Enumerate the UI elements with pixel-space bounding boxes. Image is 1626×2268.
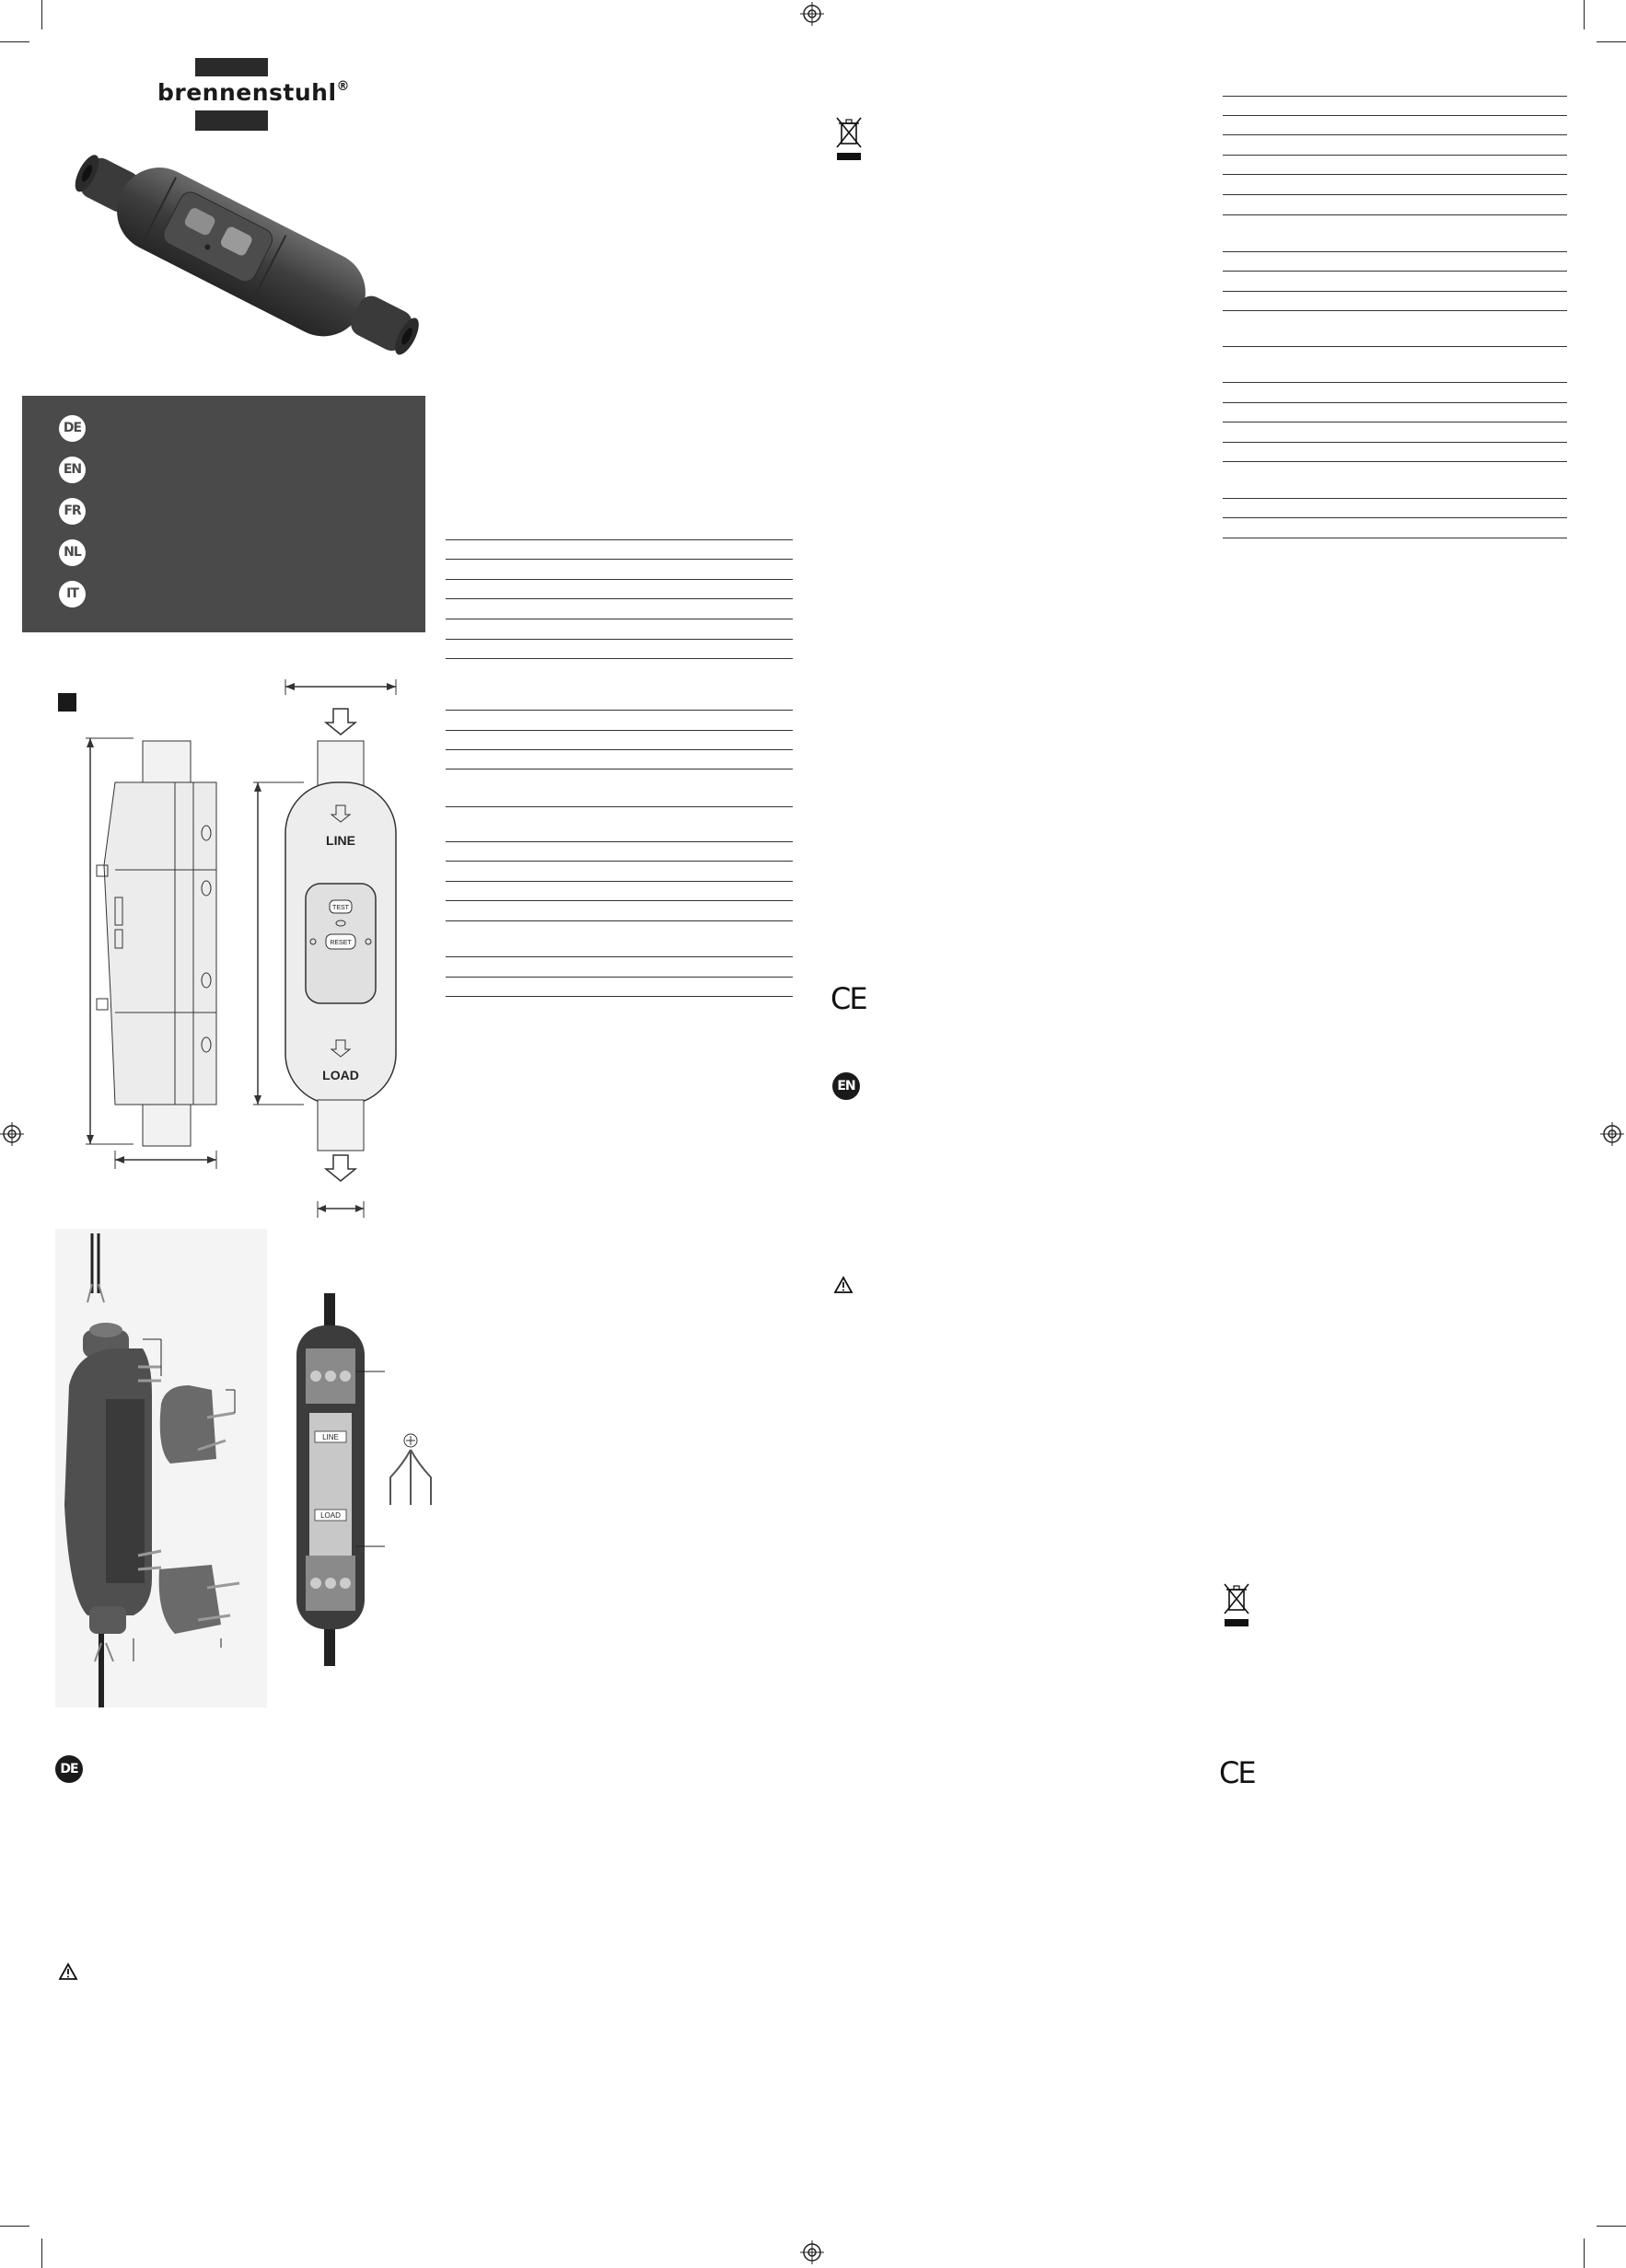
table-rule [1223,310,1567,311]
crop-mark [41,0,42,29]
lang-badge-fr: FR [59,498,86,525]
weee-bin-icon [1223,1579,1250,1630]
figure-2-exploded-view [51,1229,272,1707]
ce-mark: CE [1219,1755,1255,1790]
crop-mark [1597,41,1626,42]
crop-mark [0,41,29,42]
registration-mark-icon [800,2240,824,2264]
crop-mark [0,2226,29,2227]
test-label: TEST [332,905,349,911]
crop-mark [1597,2226,1626,2227]
table-rule [1223,517,1567,518]
registration-mark-icon [1600,1122,1624,1146]
table-rule [446,769,793,770]
table-rule [1223,402,1567,403]
load-label: LOAD [322,1068,359,1082]
table-rule [446,539,793,540]
language-panel [22,396,425,632]
inner-load-label: LOAD [320,1511,341,1520]
table-rule [446,658,793,659]
table-rule [1223,214,1567,215]
table-rule [446,579,793,580]
figure-1-front-view [249,677,414,1220]
registered-mark: ® [336,79,351,94]
line-label: LINE [326,833,355,848]
table-rule [1223,115,1567,116]
figure-1-side-view [78,718,244,1178]
brand-name: brennenstuhl [157,79,337,106]
warning-icon [58,1962,78,1981]
table-rule [446,710,793,711]
table-rule [446,996,793,997]
product-image [55,147,442,368]
lang-badge-nl: NL [59,539,86,566]
table-rule [1223,498,1567,499]
section-badge-en: EN [832,1072,860,1100]
table-rule [446,639,793,640]
registration-mark-icon [0,1122,24,1146]
table-rule [446,841,793,842]
ce-mark: CE [830,981,866,1016]
logo-text [157,79,350,106]
weee-bin-icon [835,112,863,164]
table-rule [446,861,793,862]
crop-mark [1584,0,1585,29]
section-badge-de: DE [55,1755,83,1783]
table-rule [1223,271,1567,272]
table-rule [446,881,793,882]
table-rule [446,559,793,560]
table-rule [446,920,793,921]
logo-bottom-bar [195,110,268,131]
reset-label: RESET [330,940,352,946]
earth-wire-icon [385,1431,436,1505]
table-rule [446,956,793,957]
crop-mark [41,2239,42,2268]
lang-badge-it: IT [59,581,86,608]
crop-mark [1584,2239,1585,2268]
registration-mark-icon [800,2,824,26]
table-rule [1223,291,1567,292]
table-rule [1223,155,1567,156]
table-rule [1223,251,1567,252]
logo-top-bar [195,58,268,76]
table-rule [1223,346,1567,347]
table-rule [446,749,793,750]
warning-icon [833,1276,854,1294]
table-rule [1223,174,1567,175]
table-rule [446,900,793,901]
table-rule [1223,382,1567,383]
table-rule [1223,134,1567,135]
figure-1-marker [58,693,76,712]
table-rule [1223,461,1567,462]
table-rule [446,730,793,731]
table-rule [1223,442,1567,443]
inner-line-label: LINE [322,1433,339,1441]
table-rule [1223,194,1567,195]
table-rule [446,598,793,599]
table-rule [446,977,793,978]
lang-badge-de: DE [59,415,86,442]
table-rule [1223,96,1567,97]
table-rule [446,806,793,807]
lang-badge-en: EN [59,457,86,483]
